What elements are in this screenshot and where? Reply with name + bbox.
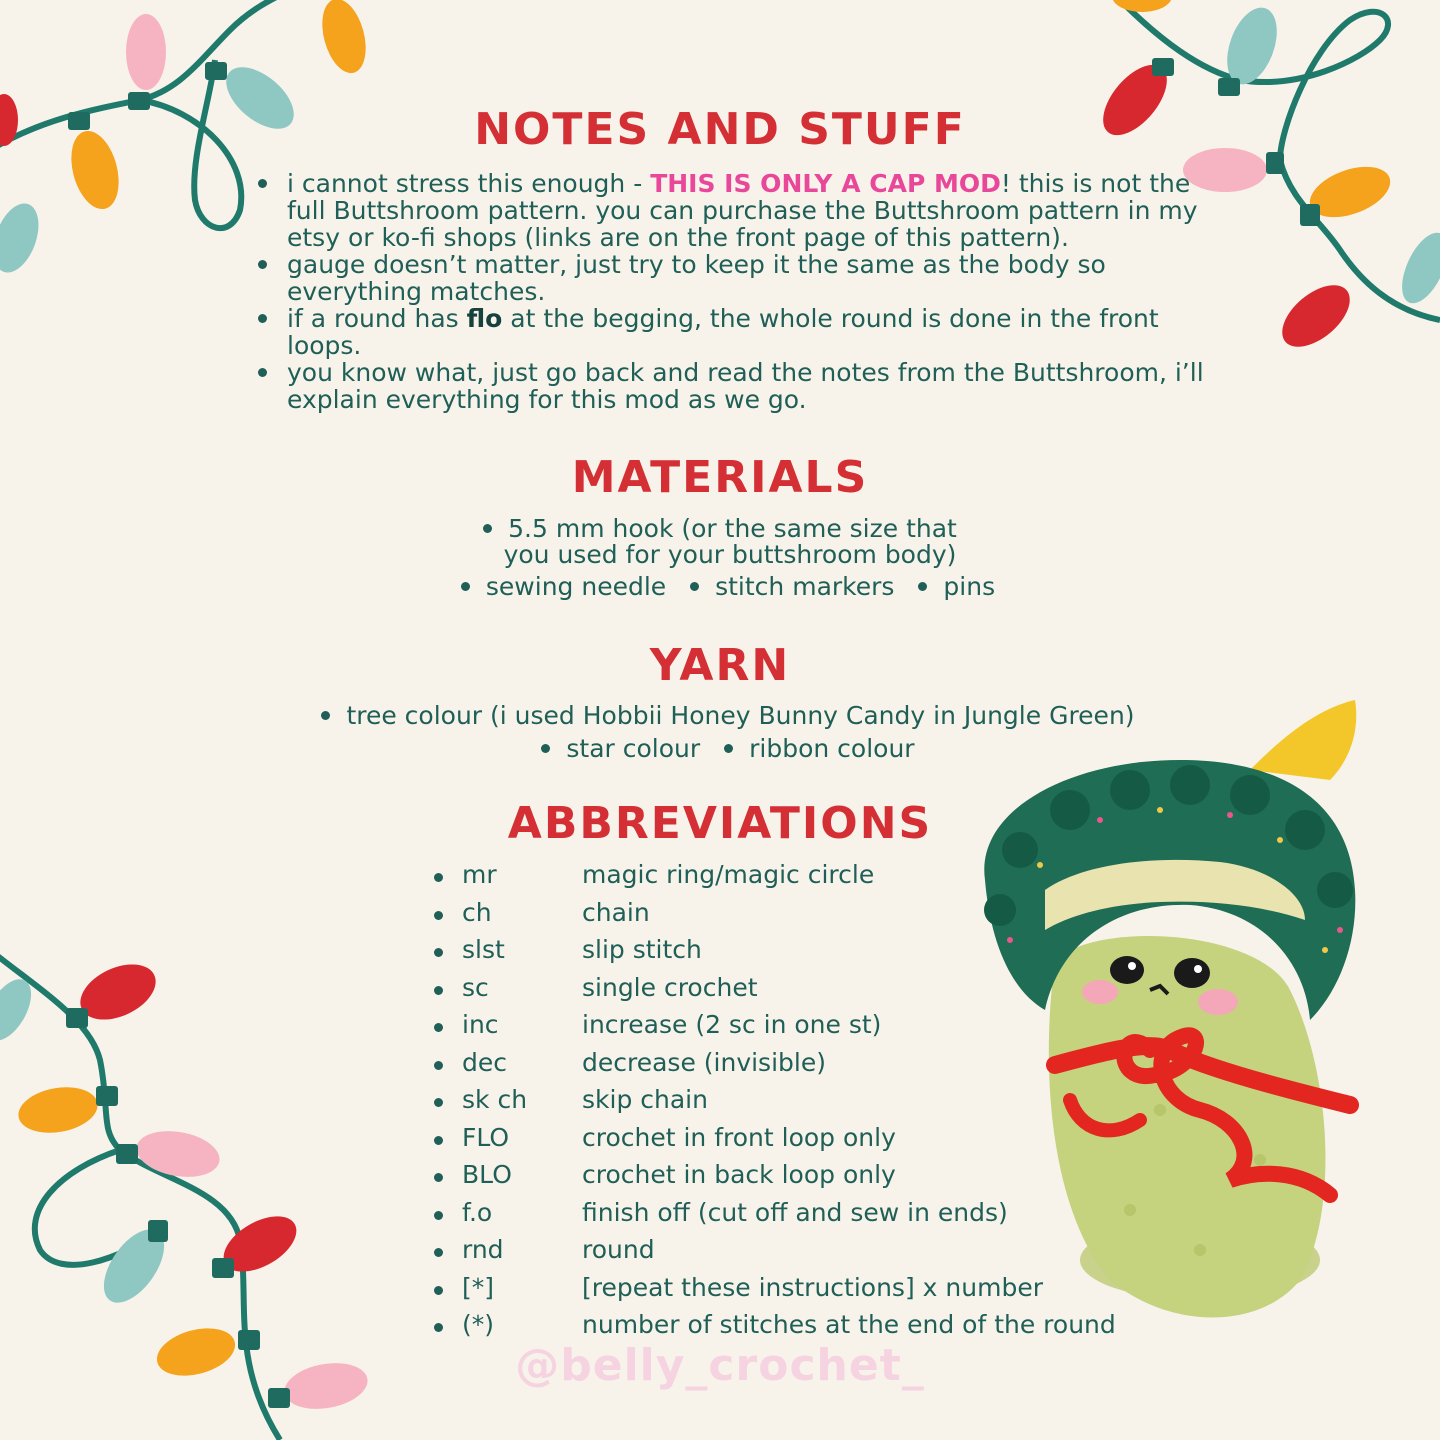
flo-bold: flo	[466, 304, 503, 333]
bulb-icon	[1393, 226, 1440, 310]
abbreviation-meaning: skip chain	[582, 1085, 708, 1114]
materials-hook	[0, 516, 1440, 542]
bullet-icon	[483, 524, 492, 533]
watermark: @belly_crochet_	[515, 1340, 925, 1391]
abbreviation-meaning: crochet in front loop only	[582, 1122, 896, 1152]
material-item: sewing needle	[485, 572, 667, 601]
abbreviation: ch	[462, 897, 492, 927]
bullet-icon	[434, 1286, 443, 1295]
abbreviation: (*)	[462, 1310, 495, 1339]
yarn-tree	[0, 703, 1440, 729]
abbreviation-meaning: decrease (invisible)	[582, 1047, 826, 1077]
bullet-icon	[434, 911, 443, 920]
note-text: i cannot stress this enough -	[287, 169, 651, 198]
bullet-icon	[434, 1323, 443, 1332]
abbreviations-list	[430, 860, 1150, 1348]
abbreviation: BLO	[462, 1160, 512, 1189]
bullet-icon	[434, 1173, 443, 1182]
bullet-icon	[434, 1061, 443, 1070]
bullet-icon	[690, 582, 699, 591]
abbreviation: inc	[462, 1010, 499, 1039]
bullet-icon	[434, 1248, 443, 1257]
bulb-icon	[1271, 273, 1361, 358]
list-item	[255, 359, 1215, 413]
bulb-icon	[15, 1081, 118, 1138]
material-item: pins	[943, 572, 996, 601]
abbreviation-meaning: number of stitches at the end of the round	[582, 1310, 1116, 1339]
abbreviation-meaning: chain	[582, 897, 650, 927]
table-row	[430, 860, 1150, 898]
abbreviation: mr	[462, 860, 497, 889]
bullet-icon	[434, 873, 443, 882]
bulb-icon	[1112, 0, 1172, 12]
bullet-icon	[918, 582, 927, 591]
bulb-icon	[92, 1219, 176, 1313]
list-item	[255, 170, 1215, 251]
bullet-icon	[541, 744, 550, 753]
material-item: stitch markers	[715, 572, 895, 601]
abbreviation-meaning: magic ring/magic circle	[582, 860, 875, 889]
table-row	[430, 898, 1150, 936]
hook-line-2: you used for your buttshroom body)	[503, 540, 957, 569]
note-text: ! this is not the full Buttshroom pattern. you can purchase the Buttshroom pattern in my etsy or ko-fi shops (links are on the front page of this pattern).	[287, 169, 1198, 252]
table-row	[430, 973, 1150, 1011]
bullet-icon	[434, 1211, 443, 1220]
bullet-icon	[434, 986, 443, 995]
hook-line-1: 5.5 mm hook (or the same size that	[508, 514, 957, 543]
bulb-icon	[116, 1125, 223, 1183]
table-row	[430, 1235, 1150, 1273]
abbreviation: slst	[462, 935, 505, 964]
abbreviation-meaning: round	[582, 1235, 655, 1264]
abbreviation-meaning: crochet in back loop only	[582, 1160, 896, 1189]
yarn-items	[0, 736, 1440, 762]
abbreviation: sk ch	[462, 1085, 528, 1114]
bullet-icon	[461, 582, 470, 591]
table-row	[430, 1010, 1150, 1048]
table-row	[430, 1123, 1150, 1161]
bullet-icon	[724, 744, 733, 753]
table-row	[430, 935, 1150, 973]
note-text: gauge doesn’t matter, just try to keep it the same as the body so everything matches.	[287, 250, 1106, 306]
note-text: if a round has	[287, 304, 467, 333]
materials-heading: MATERIALS	[571, 452, 869, 503]
abbreviation-meaning: finish off (cut off and sew in ends)	[582, 1197, 1008, 1227]
abbreviation-meaning: increase (2 sc in one st)	[582, 1010, 882, 1039]
bulb-icon	[315, 0, 373, 78]
note-text: at the begging, the whole round is done in the front loops.	[287, 304, 1159, 360]
table-row	[430, 1160, 1150, 1198]
notes-list	[255, 170, 1215, 413]
abbreviation-meaning: slip stitch	[582, 935, 702, 964]
table-row	[430, 1085, 1150, 1123]
bullet-icon	[434, 948, 443, 957]
bullet-icon	[434, 1098, 443, 1107]
abbreviation: rnd	[462, 1235, 504, 1264]
yarn-item: tree colour (i used Hobbii Honey Bunny Candy in Jungle Green)	[346, 701, 1135, 730]
abbreviation: FLO	[462, 1122, 510, 1152]
abbreviations-heading: ABBREVIATIONS	[507, 798, 933, 849]
yarn-item: star colour	[566, 734, 701, 763]
yarn-heading: YARN	[649, 640, 791, 691]
cap-mod-highlight: THIS IS ONLY A CAP MOD	[650, 169, 1001, 198]
table-row	[430, 1198, 1150, 1236]
table-row	[430, 1048, 1150, 1086]
abbreviation: dec	[462, 1047, 507, 1077]
bullet-icon	[434, 1136, 443, 1145]
abbreviation-meaning: single crochet	[582, 972, 758, 1002]
bulb-icon	[66, 953, 164, 1030]
note-text: you know what, just go back and read the notes from the Buttshroom, i’ll explain everything for this mod as we go.	[287, 358, 1204, 414]
materials-hook-cont	[0, 542, 1440, 568]
materials-items	[0, 574, 1440, 600]
list-item	[255, 251, 1215, 305]
bulb-icon	[1300, 157, 1397, 227]
bullet-icon	[434, 1023, 443, 1032]
notes-heading: NOTES AND STUFF	[474, 104, 966, 155]
table-row	[430, 1273, 1150, 1311]
abbreviation-meaning: [repeat these instructions] x number	[582, 1272, 1043, 1302]
bullet-icon	[321, 711, 330, 720]
abbreviation: f.o	[462, 1197, 493, 1227]
yarn-item: ribbon colour	[749, 734, 915, 763]
abbreviation: sc	[462, 972, 489, 1002]
list-item	[255, 305, 1215, 359]
abbreviation: [*]	[462, 1272, 495, 1302]
bulb-icon	[0, 197, 47, 278]
